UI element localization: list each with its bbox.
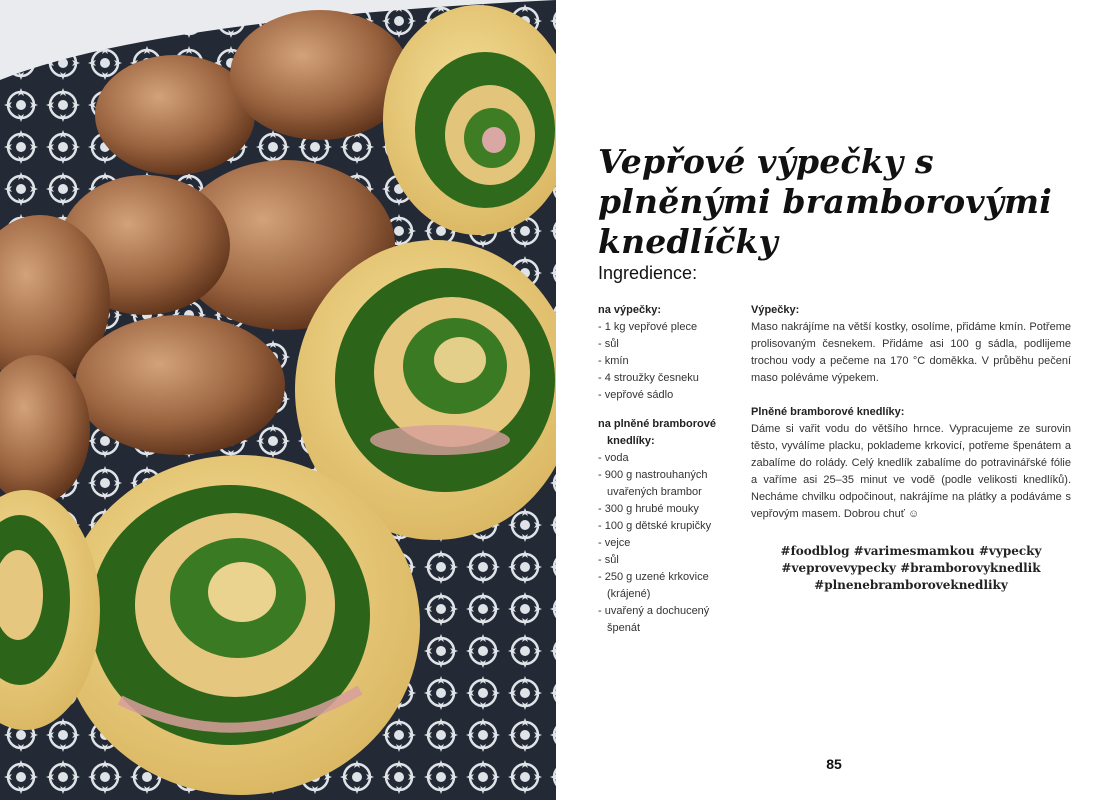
hashtag-line: #veprovevypecky #bramborovyknedlik — [781, 561, 1041, 575]
meat-chunk — [230, 10, 410, 140]
instructions — [751, 302, 1071, 523]
ingredient-item: - 4 stroužky česneku — [598, 370, 738, 387]
ingredient-group-label: na plněné bramborové knedlíky: — [598, 418, 716, 447]
ingredient-item: - voda — [598, 450, 738, 467]
ingredient-item: - 100 g dětské krupičky — [598, 518, 738, 535]
ingredient-item: - 900 g nastrouhaných uvařených brambor — [598, 467, 738, 501]
hashtags — [751, 543, 1071, 594]
instruction-text: Dáme si vařit vodu do většího hrnce. Vypracujeme ze surovin těsto, vyválíme placku, poklademe krkovicí, potřeme špenátem a zabalíme do rolády. Celý knedlík zabalíme do potravinářské fólie a vaříme asi 25–35 minut ve vodě (podle velikosti knedlíků). Necháme chvilku odpočinout, nakrájíme na plátky a podáváme s vepřovým masem. Dobrou chuť ☺ — [751, 423, 1071, 520]
ingredient-item: - vejce — [598, 535, 738, 552]
ingredient-item: - sůl — [598, 336, 738, 353]
ingredient-group-label: na výpečky: — [598, 304, 661, 316]
meat-chunk — [75, 315, 285, 455]
instruction-heading: Plněné bramborové knedlíky: — [751, 406, 905, 418]
ingredient-item: - vepřové sádlo — [598, 387, 738, 404]
instruction-text: Maso nakrájíme na větší kostky, osolíme, přidáme kmín. Potřeme prolisovaným česnekem. Přidáme asi 100 g sádla, podlijeme trochou vody a pečeme na 170 °C doměkka. V průběhu pečení maso poléváme výpekem. — [751, 321, 1071, 384]
ingredient-item: - 1 kg vepřové plece — [598, 319, 738, 336]
hashtag-line: #foodblog #varimesmamkou #vypecky — [780, 544, 1042, 558]
ingredients-list — [598, 302, 738, 637]
ingredient-item: - uvařený a dochucený špenát — [598, 603, 738, 637]
hashtag-line: #plnenebramboroveknedliky — [814, 578, 1008, 592]
ingredient-item: - kmín — [598, 353, 738, 370]
instruction-heading: Výpečky: — [751, 304, 800, 316]
ingredients-heading: Ingredience: — [598, 263, 698, 283]
recipe-photo-illustration — [0, 0, 556, 800]
recipe-photo — [0, 0, 556, 800]
dumpling-slice — [60, 455, 420, 795]
ingredient-item: - sůl — [598, 552, 738, 569]
text-page — [556, 0, 1113, 800]
ingredient-item: - 300 g hrubé mouky — [598, 501, 738, 518]
recipe-title: Vepřové výpečky s plněnými bramborovými knedlíčky — [598, 142, 1052, 261]
page-number: 85 — [826, 756, 842, 772]
ingredient-group-dumplings — [598, 450, 738, 637]
ingredient-group-pork — [598, 319, 738, 404]
ingredient-item: - 250 g uzené krkovice (krájené) — [598, 569, 738, 603]
